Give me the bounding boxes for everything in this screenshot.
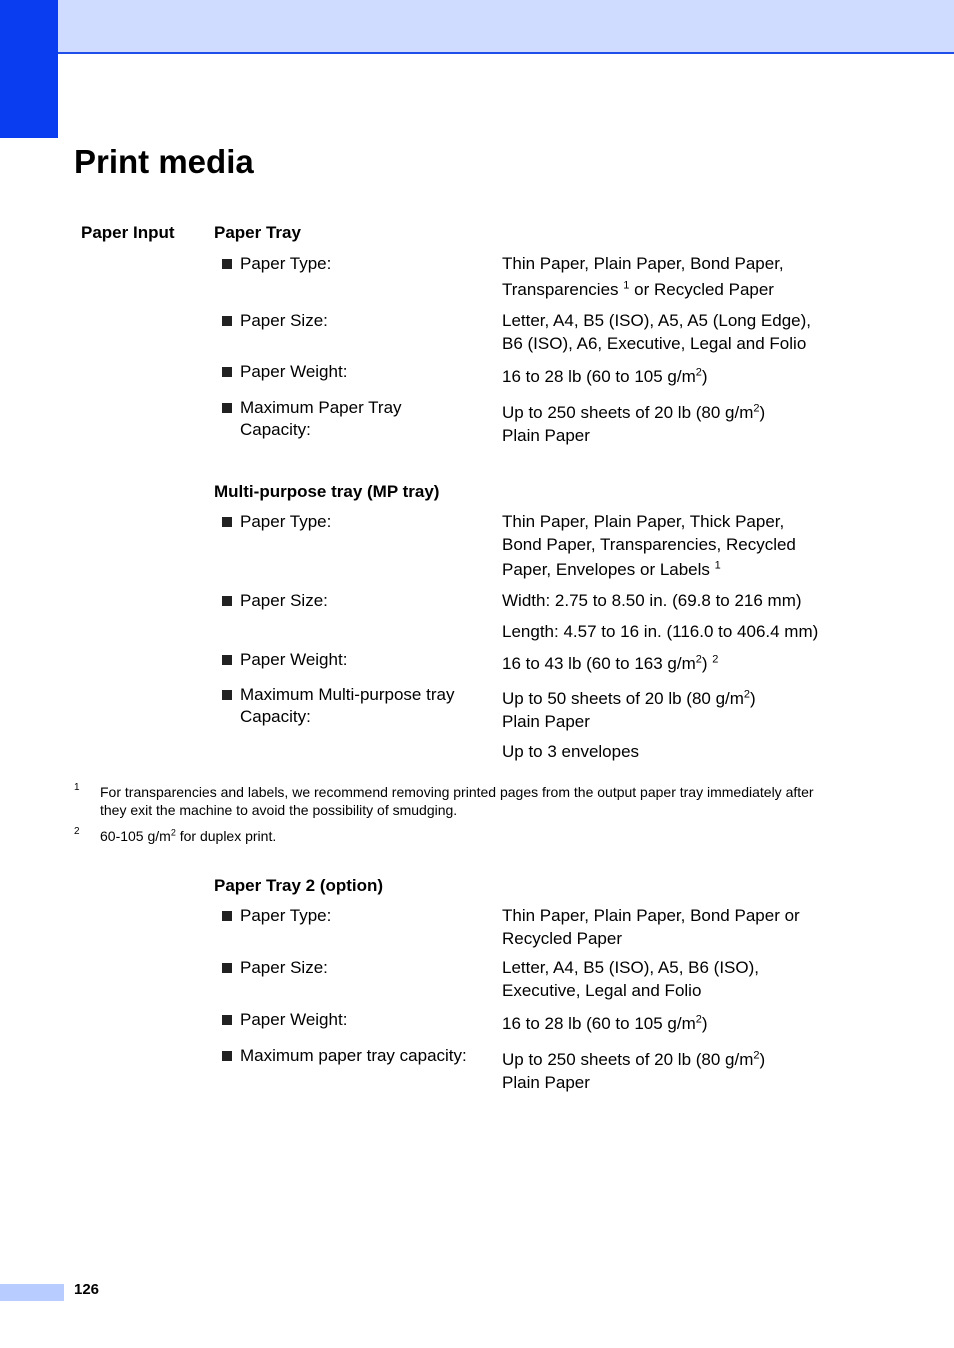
square-bullet-icon [222, 596, 232, 606]
spec-value: Up to 250 sheets of 20 lb (80 $g/m^2$) Plain Paper [502, 1049, 766, 1092]
square-bullet-icon [222, 403, 232, 413]
spec-value: Letter, A4, B5 (ISO), A5, A5 (Long Edge), B6 (ISO), A6, Executive, Legal and Folio [502, 311, 812, 353]
footnote-2: 2 60-105 $g/m^2$ for duplex print. [74, 826, 277, 844]
spec-label: Paper Size: [222, 957, 492, 979]
square-bullet-icon [222, 963, 232, 973]
footnotes [74, 783, 874, 845]
spec-value: 16 to 28 lb (60 to 105 $g/m^2$) [502, 366, 708, 386]
spec-label: Paper Weight: [222, 649, 492, 671]
footnote-ref: 1 [623, 278, 630, 291]
spec-value: Thin Paper, Plain Paper, Thick Paper, Bond Paper, Transparencies, Recycled Paper, Envelopes or Labels $^1$ [502, 512, 796, 579]
spec-label: Maximum Paper Tray Capacity: [222, 397, 492, 441]
spec-value: Letter, A4, B5 (ISO), A5, B6 (ISO), Executive, Legal and Folio [502, 958, 760, 1000]
square-bullet-icon [222, 911, 232, 921]
spec-value: Thin Paper, Plain Paper, Bond Paper, Transparencies $^1$ or Recycled Paper [502, 254, 784, 299]
spec-value: 16 to 43 lb (60 to 163 $g/m^2$) $^2$ [502, 653, 719, 673]
spec-label: Paper Weight: [222, 1009, 492, 1031]
chapter-tab [0, 0, 58, 138]
square-bullet-icon [222, 690, 232, 700]
footer-band [0, 1284, 64, 1301]
square-bullet-icon [222, 655, 232, 665]
spec-label: Paper Size: [222, 310, 492, 332]
square-bullet-icon [222, 259, 232, 269]
square-bullet-icon [222, 316, 232, 326]
section-label-paper-input: Paper Input [81, 223, 175, 242]
spec-value: Up to 50 sheets of 20 lb (80 $g/m^2$) Plain Paper Up to 3 envelopes [502, 688, 756, 761]
footnote-ref: 2 [712, 653, 719, 666]
spec-label: Maximum Multi-purpose tray Capacity: [222, 684, 492, 728]
square-bullet-icon [222, 1015, 232, 1025]
spec-value: Thin Paper, Plain Paper, Bond Paper or Recycled Paper [502, 906, 800, 948]
spec-label: Paper Weight: [222, 361, 492, 383]
spec-label: Paper Type: [222, 905, 492, 927]
spec-label: Paper Type: [222, 253, 492, 275]
page-number: 126 [74, 1281, 100, 1298]
square-bullet-icon [222, 1051, 232, 1061]
square-bullet-icon [222, 367, 232, 377]
heading-paper-tray-2: Paper Tray 2 (option) [214, 876, 384, 895]
spec-value: 16 to 28 lb (60 to 105 $g/m^2$) [502, 1013, 708, 1033]
spec-label: Maximum paper tray capacity: [222, 1045, 502, 1067]
spec-value: Up to 250 sheets of 20 lb (80 $g/m^2$) Plain Paper [502, 402, 766, 445]
square-bullet-icon [222, 517, 232, 527]
spec-label: Paper Size: [222, 590, 492, 612]
page-title: Print media [74, 143, 254, 180]
footnote-ref: 1 [714, 559, 721, 572]
heading-mp-tray: Multi-purpose tray (MP tray) [214, 482, 440, 501]
spec-label: Paper Type: [222, 511, 492, 533]
header-band [0, 0, 954, 54]
footnote-1: 1 For transparencies and labels, we recommend removing printed pages from the output paper tray immediately after they exit the machine to avoid the possibility of smudging. [74, 782, 814, 818]
heading-paper-tray: Paper Tray [214, 223, 301, 242]
spec-value: Width: 2.75 to 8.50 in. (69.8 to 216 mm) Length: 4.57 to 16 in. (116.0 to 406.4 mm) [502, 591, 819, 641]
